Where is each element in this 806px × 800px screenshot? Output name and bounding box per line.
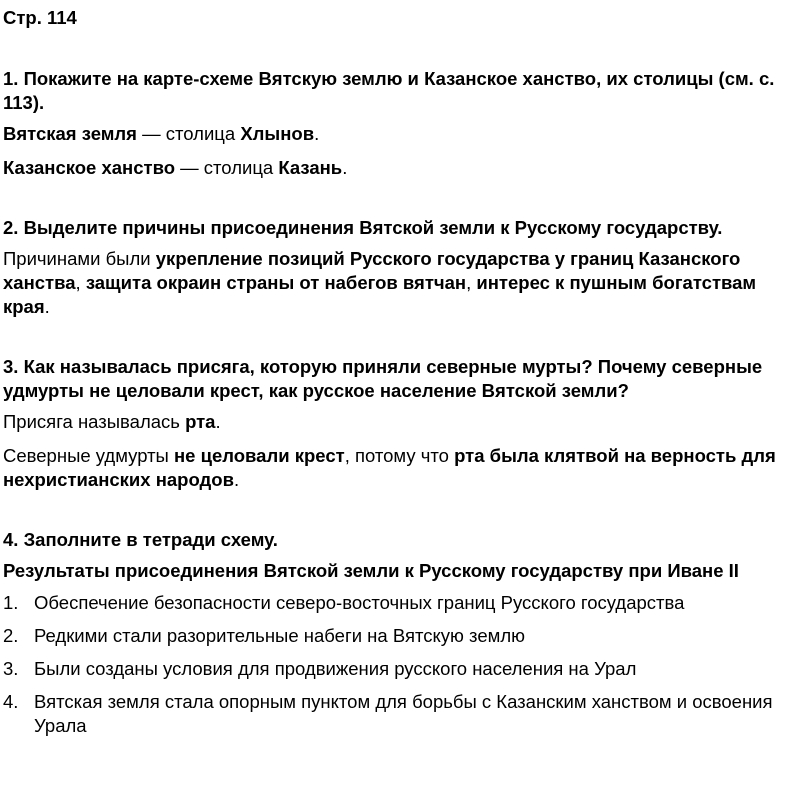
question-1-section bbox=[3, 67, 802, 180]
oath-name: рта bbox=[185, 411, 216, 432]
answer-1-capital-1: Хлынов bbox=[240, 123, 315, 144]
page-title: Стр. 114 bbox=[3, 7, 77, 28]
reason-3: интерес к пушным богатствам края bbox=[3, 272, 757, 317]
list-item-number: 2. bbox=[3, 625, 19, 646]
answer-2-text: Причинами были укрепление позиций Русского государства у границ Казанского ханства, защита окраин страны от набегов вятчан, интерес к пушным богатствам края. bbox=[3, 248, 757, 317]
list-item-text: Вятская земля стала опорным пунктом для борьбы с Казанским ханством и освоения Урала bbox=[34, 691, 773, 736]
results-list bbox=[3, 591, 802, 738]
reason-1: укрепление позиций Русского государства у границ Казанского ханства bbox=[3, 248, 741, 293]
question-3-section bbox=[3, 355, 802, 492]
question-4-section bbox=[3, 528, 802, 738]
answer-3-line-1: Присяга называлась рта. bbox=[3, 411, 221, 432]
list-item bbox=[3, 657, 802, 681]
answer-1-capital-2: Казань bbox=[278, 157, 343, 178]
list-item-text: Обеспечение безопасности северо-восточных границ Русского государства bbox=[34, 592, 685, 613]
list-item-number: 4. bbox=[3, 691, 19, 712]
answer-1-term-2: Казанское ханство bbox=[3, 157, 176, 178]
answer-1-connector-1: — столица bbox=[136, 123, 241, 144]
list-item-text: Были созданы условия для продвижения русского населения на Урал bbox=[34, 658, 637, 679]
answer-3-bold-1: не целовали крест bbox=[173, 445, 345, 466]
answer-1-line-1: Вятская земля — столица Хлынов. bbox=[3, 123, 320, 144]
results-heading: Результаты присоединения Вятской земли к Русскому государству при Иване II bbox=[3, 560, 739, 581]
answer-3-line-2: Северные удмурты не целовали крест, потому что рта была клятвой на верность для нехристианских народов. bbox=[3, 445, 776, 490]
list-item-number: 1. bbox=[3, 592, 19, 613]
question-3-text: 3. Как называлась присяга, которую приняли северные мурты? Почему северные удмурты не целовали крест, как русское население Вятской земли? bbox=[3, 356, 763, 401]
question-2-text: 2. Выделите причины присоединения Вятской земли к Русскому государству. bbox=[3, 217, 723, 238]
answer-3-bold-2: рта была клятвой на верность для нехристианских народов bbox=[3, 445, 776, 490]
question-4-text: 4. Заполните в тетради схему. bbox=[3, 529, 278, 550]
answer-1-connector-2: — столица bbox=[175, 157, 279, 178]
list-item bbox=[3, 624, 802, 648]
list-item bbox=[3, 690, 802, 738]
question-1-text: 1. Покажите на карте-схеме Вятскую землю и Казанское ханство, их столицы (см. с. 113). bbox=[3, 68, 775, 113]
answer-1-line-2: Казанское ханство — столица Казань. bbox=[3, 157, 348, 178]
reason-2: защита окраин страны от набегов вятчан bbox=[85, 272, 467, 293]
list-item-text: Редкими стали разорительные набеги на Вятскую землю bbox=[34, 625, 525, 646]
list-item bbox=[3, 591, 802, 615]
answer-1-term-1: Вятская земля bbox=[3, 123, 137, 144]
list-item-number: 3. bbox=[3, 658, 19, 679]
question-2-section bbox=[3, 216, 802, 319]
